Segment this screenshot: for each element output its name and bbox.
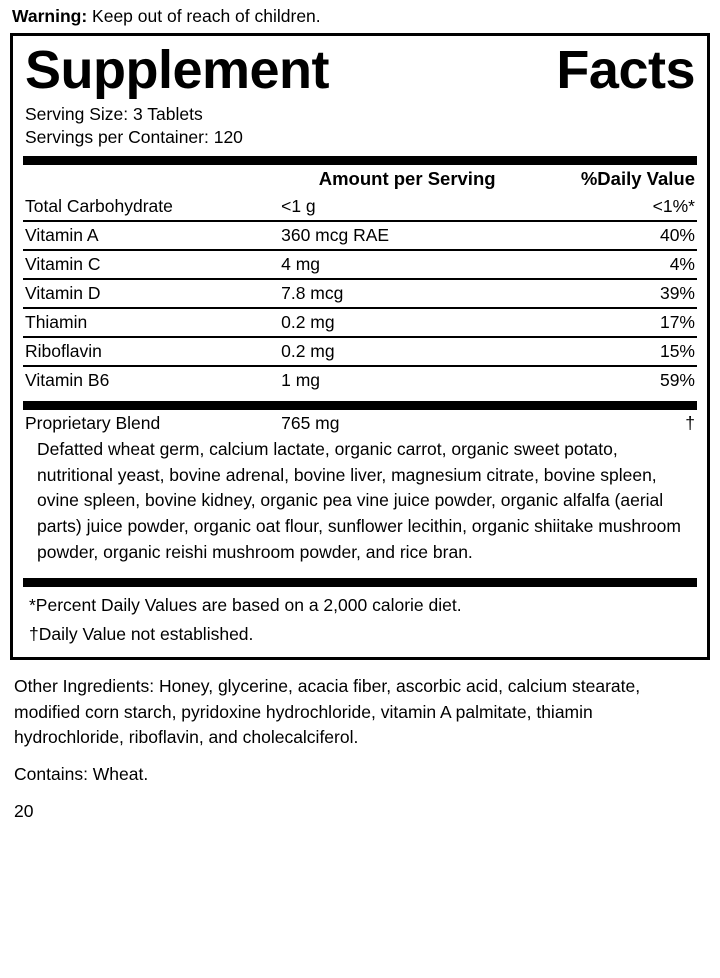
table-row — [23, 308, 697, 337]
nutrient-amount: 4 mg — [279, 250, 535, 279]
nutrient-amount: 7.8 mcg — [279, 279, 535, 308]
panel-title — [23, 40, 697, 103]
nutrient-name: Vitamin D — [23, 279, 279, 308]
footnote-daily-values: *Percent Daily Values are based on a 2,000 calorie diet. — [29, 595, 462, 616]
warning-label: Warning: — [12, 6, 88, 26]
header-nutrient — [23, 165, 279, 193]
nutrient-dv: 4% — [535, 250, 697, 279]
panel-title-right: Facts — [556, 40, 695, 100]
nutrient-dv: <1%* — [535, 193, 697, 221]
blend-dv: † — [685, 412, 695, 433]
nutrient-dv: 59% — [659, 369, 695, 390]
warning-text: Keep out of reach of children. — [87, 6, 321, 26]
blend-name: Proprietary Blend — [25, 412, 161, 433]
blend-description: Defatted wheat germ, calcium lactate, organic carrot, organic sweet potato, nutritional yeast, bovine adrenal, bovine liver, magnesium citrate, bovine spleen, ovine spleen, bovine kidney, organic pea vine juice powder, organic alfalfa (aerial parts) juice powder, organic oat flour, sunflower lecithin, organic shiitake mushroom powder, organic reishi mushroom powder, and rice bran. — [37, 438, 681, 562]
blend-row — [23, 410, 697, 437]
nutrient-name: Vitamin A — [23, 221, 279, 250]
header-amount-per-serving: Amount per Serving — [318, 167, 496, 189]
blend-amount: 765 mg — [281, 412, 340, 433]
supplement-facts-panel — [10, 33, 710, 660]
servings-per-container: Servings per Container: 120 — [25, 126, 243, 147]
nutrient-dv: 15% — [535, 337, 697, 366]
nutrient-amount: 360 mcg RAE — [279, 221, 535, 250]
table-row — [23, 193, 697, 221]
nutrient-amount: 0.2 mg — [279, 308, 535, 337]
table-row — [23, 221, 697, 250]
table-row — [23, 337, 697, 366]
table-row — [23, 366, 697, 394]
header-daily-value: %Daily Value — [580, 167, 695, 189]
other-ingredients: Other Ingredients: Honey, glycerine, acacia fiber, ascorbic acid, calcium stearate, modified corn starch, pyridoxine hydrochloride, vitamin A palmitate, thiamin hydrochloride, riboflavin, and cholecalciferol. — [14, 676, 641, 747]
nutrient-name: Thiamin — [23, 308, 279, 337]
table-row — [23, 250, 697, 279]
nutrient-amount: 0.2 mg — [279, 337, 535, 366]
divider-thick-bottom — [23, 578, 697, 587]
nutrient-name: Total Carbohydrate — [23, 193, 279, 221]
nutrient-name: Riboflavin — [23, 337, 279, 366]
nutrient-dv: 40% — [535, 221, 697, 250]
table-row — [23, 279, 697, 308]
nutrient-name: Vitamin B6 — [25, 369, 110, 390]
nutrient-name: Vitamin C — [23, 250, 279, 279]
serving-size: Serving Size: 3 Tablets — [25, 103, 203, 124]
contains-statement: Contains: Wheat. — [14, 764, 149, 785]
nutrient-amount: <1 g — [279, 193, 535, 221]
nutrition-table — [23, 165, 697, 394]
nutrient-dv: 17% — [535, 308, 697, 337]
footnote-dagger: †Daily Value not established. — [29, 624, 254, 645]
proprietary-blend-table — [23, 410, 697, 437]
divider-thick-middle — [23, 401, 697, 410]
panel-title-left: Supplement — [25, 40, 330, 100]
table-header-row — [23, 165, 697, 193]
nutrient-dv: 39% — [535, 279, 697, 308]
warning-line — [8, 0, 712, 33]
page-number: 20 — [14, 801, 34, 822]
nutrient-amount: 1 mg — [281, 369, 321, 390]
divider-thick-top — [23, 156, 697, 165]
